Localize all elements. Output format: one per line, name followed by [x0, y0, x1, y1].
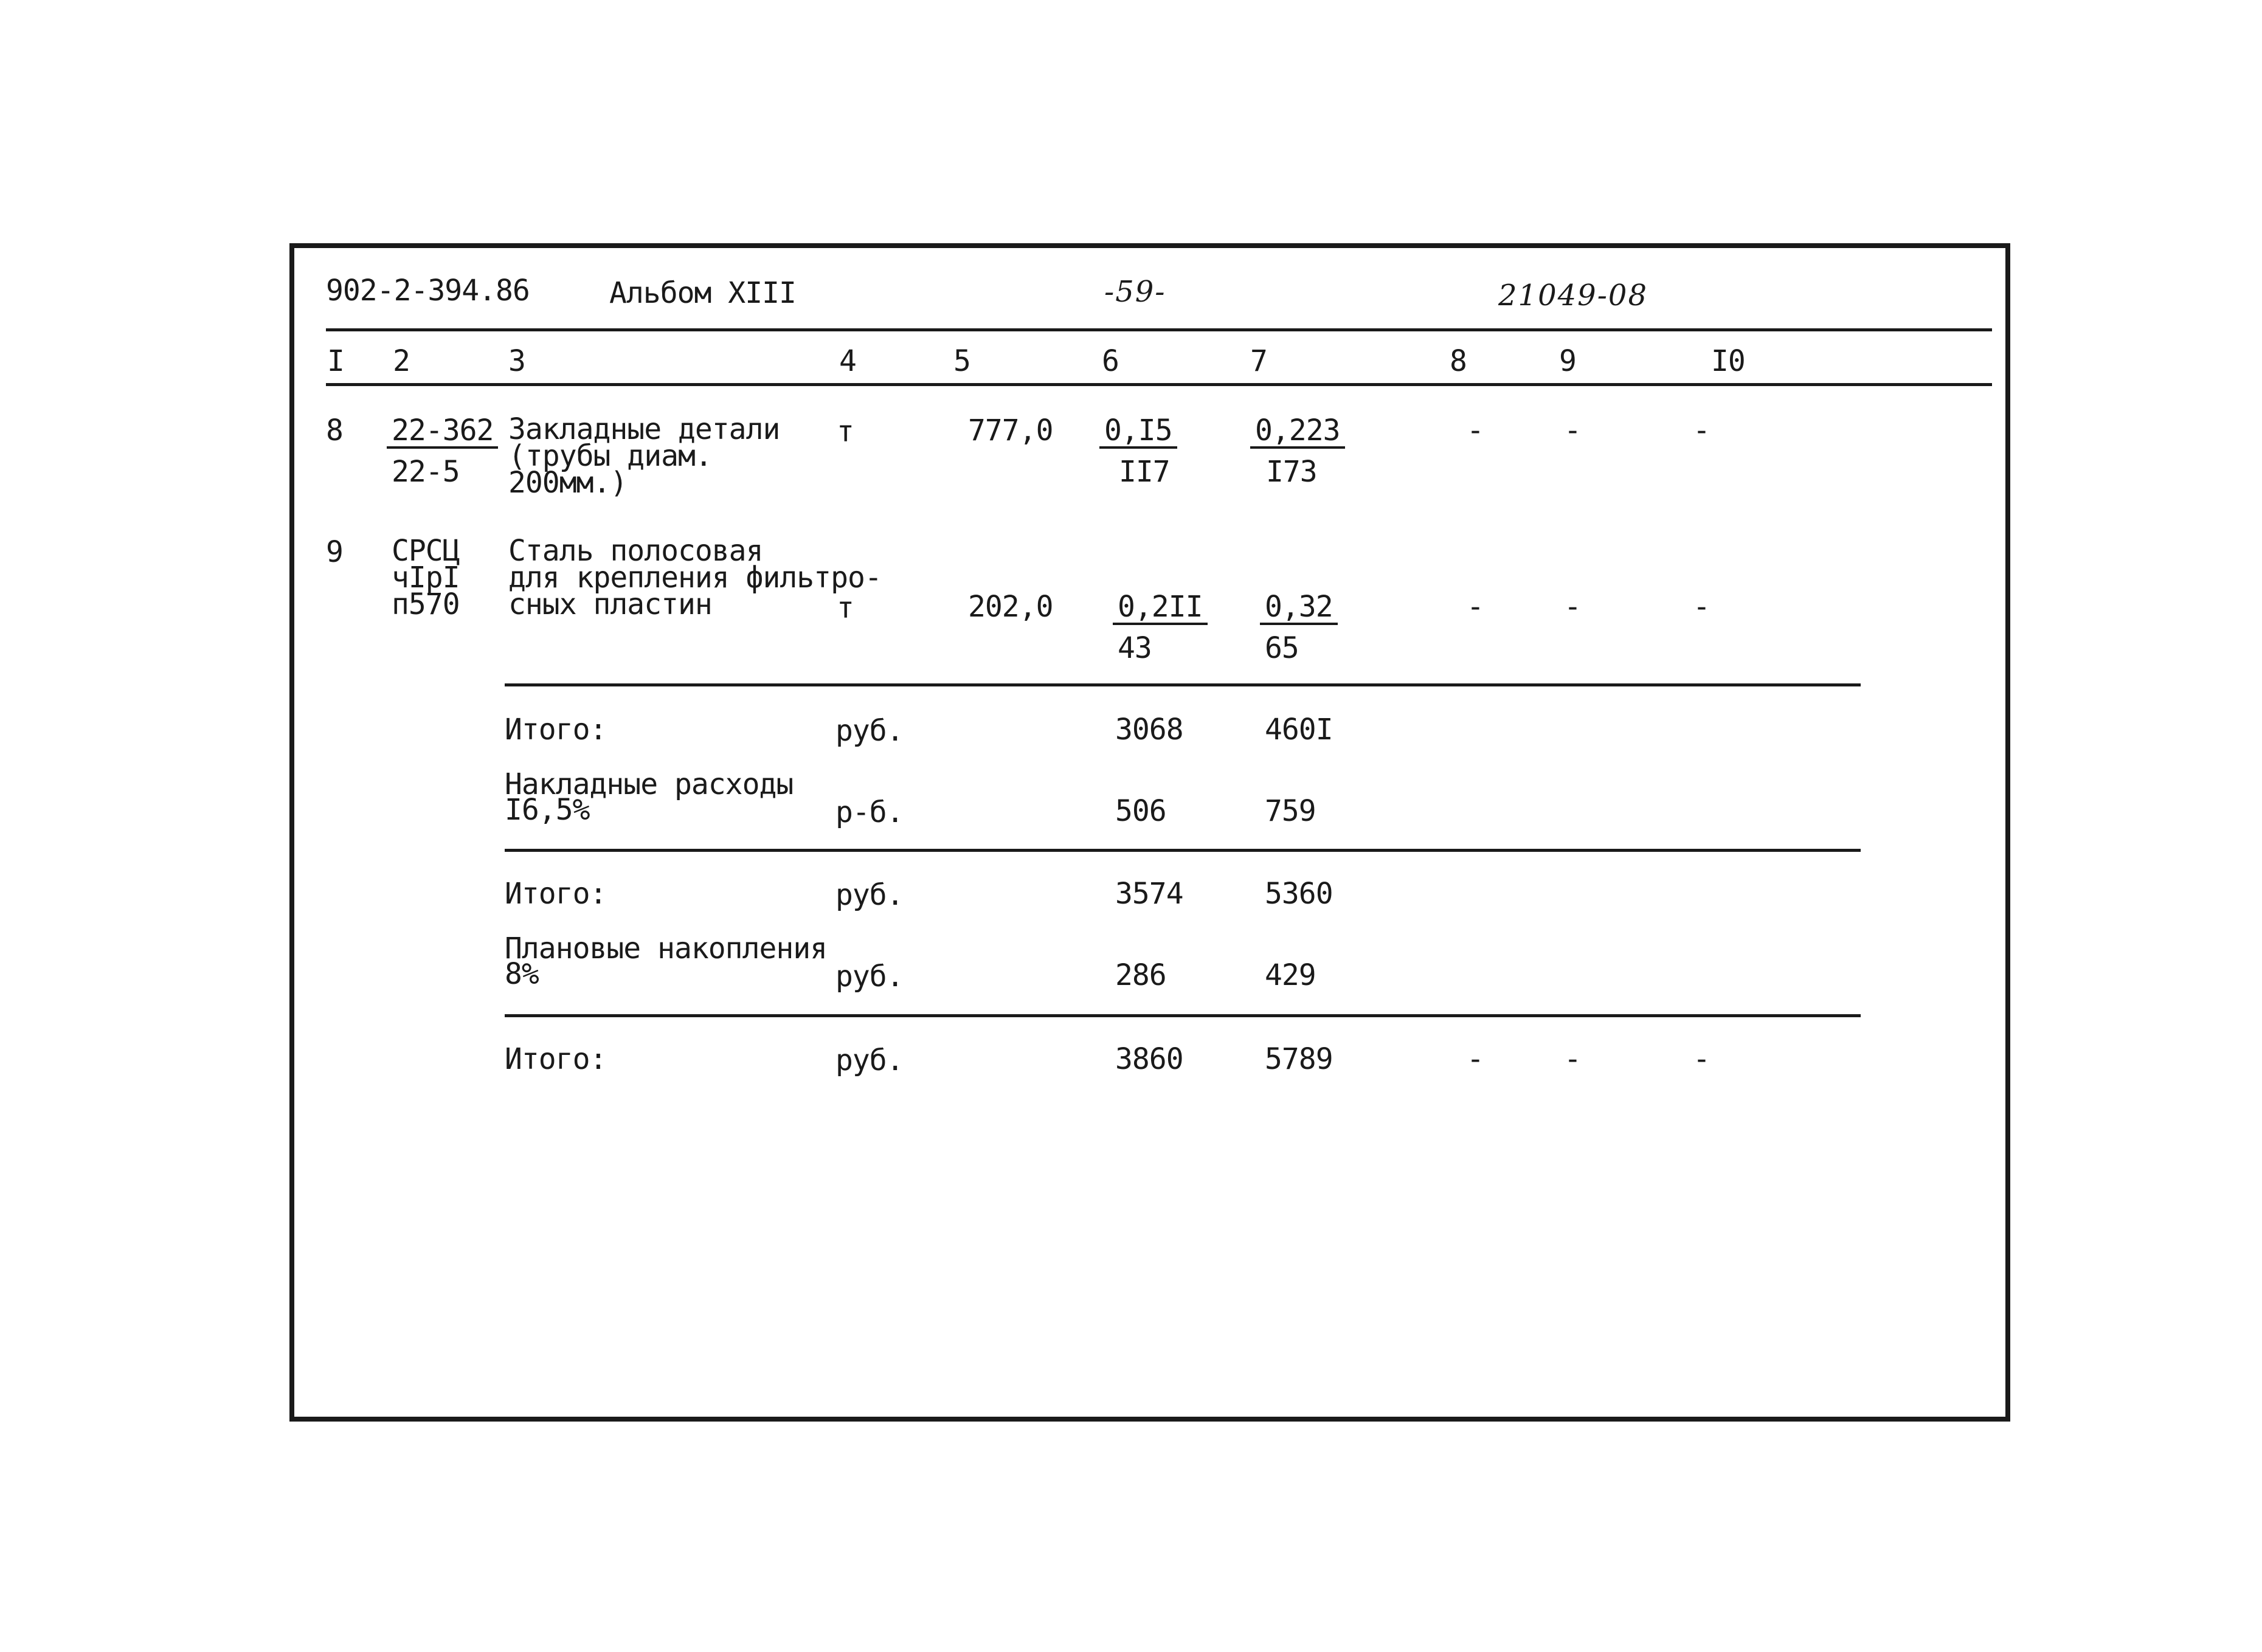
- row-9-desc-line-3: сных пластин: [508, 587, 712, 621]
- row-9-code-line-2: чIрI: [392, 561, 460, 595]
- planned-savings-col6: 286: [1115, 958, 1166, 992]
- page-number: -59-: [1104, 275, 1166, 309]
- overhead-label-line-2: I6,5%: [505, 793, 590, 827]
- row-9-col7-bottom: 65: [1265, 631, 1299, 665]
- overhead-col7: 759: [1265, 794, 1316, 828]
- row-9-col9: -: [1564, 590, 1582, 624]
- album-label: Альбом XIII: [609, 276, 796, 310]
- subtotal-2-label: Итого:: [505, 877, 607, 911]
- summary-rule-2: [505, 849, 1861, 852]
- row-9-col6-bottom: 43: [1118, 631, 1152, 665]
- row-9-code-line-1: СРСЦ: [392, 534, 460, 568]
- col-3-header: 3: [508, 344, 525, 378]
- row-8-code-bottom: 22-5: [392, 455, 460, 489]
- planned-savings-unit: руб.: [835, 959, 904, 994]
- col-5-header: 5: [953, 344, 970, 378]
- summary-rule-1: [505, 683, 1861, 686]
- subtotal-1-label: Итого:: [505, 713, 607, 747]
- columns-rule: [326, 383, 1992, 386]
- row-9-number: 9: [326, 535, 343, 569]
- row-8-col8: -: [1467, 413, 1484, 448]
- doc-code: 902-2-394.86: [326, 274, 530, 308]
- stamp-number: 21049-08: [1498, 278, 1648, 313]
- row-8-quantity: 777,0: [968, 413, 1053, 448]
- total-col9: -: [1564, 1042, 1582, 1076]
- overhead-label-line-1: Накладные расходы: [505, 767, 794, 801]
- subtotal-1-unit: руб.: [835, 714, 904, 748]
- col-4-header: 4: [839, 344, 856, 378]
- subtotal-1-col7: 460I: [1265, 713, 1333, 747]
- row-9-unit: т: [837, 591, 854, 625]
- col-1-header: I: [327, 344, 344, 378]
- row-9-col7-top: 0,32: [1260, 592, 1338, 625]
- row-8-col10: -: [1693, 413, 1710, 448]
- row-8-desc-line-3: 200мм.): [508, 466, 628, 500]
- row-9-desc-line-1: Сталь полосовая: [508, 534, 763, 568]
- row-8-code-top: 22-362: [387, 416, 498, 449]
- col-10-header: I0: [1711, 344, 1745, 378]
- summary-rule-3: [505, 1014, 1861, 1017]
- row-9-quantity: 202,0: [968, 590, 1053, 624]
- col-6-header: 6: [1102, 344, 1119, 378]
- col-8-header: 8: [1450, 344, 1467, 378]
- total-col6: 3860: [1115, 1042, 1183, 1076]
- planned-savings-label-line-2: 8%: [505, 957, 539, 991]
- row-9-col6-top: 0,2II: [1113, 592, 1208, 625]
- total-label: Итого:: [505, 1042, 607, 1076]
- total-unit: руб.: [835, 1043, 904, 1077]
- total-col7: 5789: [1265, 1042, 1333, 1076]
- subtotal-1-col6: 3068: [1115, 713, 1183, 747]
- subtotal-2-col6: 3574: [1115, 877, 1183, 911]
- overhead-unit: р-б.: [835, 795, 904, 829]
- total-col10: -: [1693, 1042, 1710, 1076]
- row-9-col8: -: [1467, 590, 1484, 624]
- row-8-col7-bottom: I73: [1266, 455, 1317, 489]
- row-8-desc-line-2: (трубы диам.: [508, 439, 712, 473]
- row-8-col9: -: [1564, 413, 1582, 448]
- row-8-unit: т: [837, 415, 854, 449]
- row-8-number: 8: [326, 413, 343, 448]
- col-9-header: 9: [1559, 344, 1576, 378]
- row-8-col6-bottom: II7: [1119, 455, 1170, 489]
- subtotal-2-col7: 5360: [1265, 877, 1333, 911]
- col-2-header: 2: [393, 344, 410, 378]
- planned-savings-col7: 429: [1265, 958, 1316, 992]
- overhead-col6: 506: [1115, 794, 1166, 828]
- header-rule: [326, 328, 1992, 331]
- row-9-desc-line-2: для крепления фильтро-: [508, 561, 882, 595]
- row-8-col7-top: 0,223: [1250, 416, 1345, 449]
- total-col8: -: [1467, 1042, 1484, 1076]
- col-7-header: 7: [1250, 344, 1267, 378]
- row-9-col10: -: [1693, 590, 1710, 624]
- subtotal-2-unit: руб.: [835, 878, 904, 912]
- row-9-code-line-3: п570: [392, 587, 460, 621]
- row-8-desc-line-1: Закладные детали: [508, 412, 780, 446]
- planned-savings-label-line-1: Плановые накопления: [505, 931, 828, 966]
- row-8-col6-top: 0,I5: [1099, 416, 1177, 449]
